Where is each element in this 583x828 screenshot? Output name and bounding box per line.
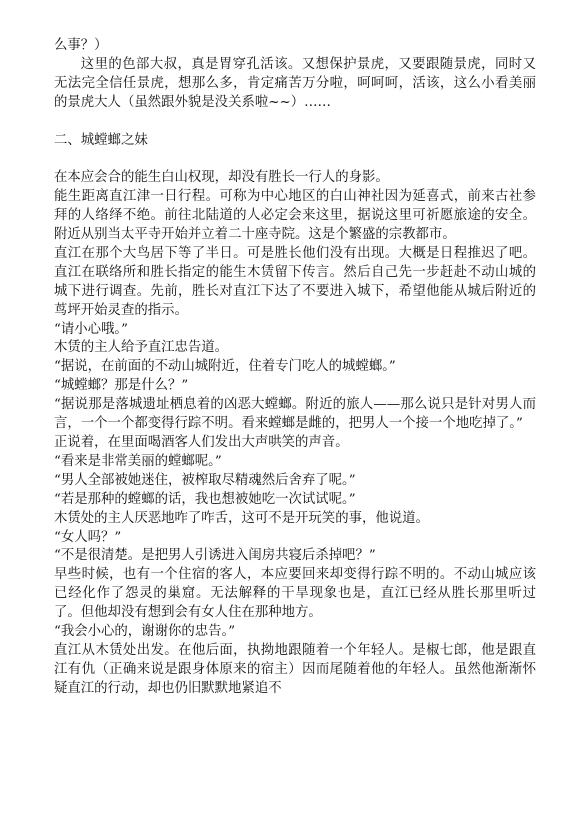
dialogue-line: “男人全部被她迷住，被榨取尽精魂然后舍弃了呢。” [54,472,356,488]
dialogue-line: “城螳螂？那是什么？” [54,378,189,394]
body-paragraph: 能生距离直江津一日行程。可称为中心地区的白山神社因为延喜式，前来古社参拜的人络绎不绝。前往北陆道的人必定会来这里，据说这里可祈愿旅途的安全。附近从别当太平寺开始并立着二十座寺院。这是个繁盛的宗教都市。 [54,189,536,243]
dialogue-line: “看来是非常美丽的螳螂呢。” [54,453,222,469]
dialogue-line: “不是很清楚。是把男人引诱进入闺房共寝后杀掉吧？” [54,548,376,564]
dialogue-line: “请小心哦。” [54,321,128,337]
intro-continuation: 么事？） [54,38,108,53]
body-paragraph: 早些时候，也有一个住宿的客人，本应要回来却变得行踪不明的。不动山城应该已经化作了怨灵的巢窟。无法解释的干旱现象也是，直江已经从胜长那里听过了。但他却没有想到会有女人住在那种地方。 [54,567,536,621]
body-paragraph: 直江在那个大鸟居下等了半日。可是胜长他们没有出现。大概是日程推迟了吧。直江在联络所和胜长指定的能生木赁留下传言。然后自己先一步赶赴不动山城的城下进行调查。先前，胜长对直江下达了不要进入城下，希望他能从城后附近的茑坪开始灵查的指示。 [54,245,536,318]
dialogue-line: “若是那种的螳螂的话，我也想被她吃一次试试呢。” [54,491,356,507]
body-paragraph: 在本应会合的能生白山权现，却没有胜长一行人的身影。 [54,170,389,186]
body-paragraph: 正说着，在里面喝酒客人们发出大声哄笑的声音。 [54,435,349,450]
document-body [54,37,536,699]
dialogue-line: “女人吗？” [54,529,122,545]
dialogue-line: “据说，在前面的不动山城附近，住着专门吃人的城螳螂。” [54,359,396,375]
body-paragraph: 木赁处的主人厌恶地咋了咋舌，这可不是开玩笑的事，他说道。 [54,510,429,526]
section-title: 二、城螳螂之妹 [54,132,148,148]
blank-line [54,150,536,169]
dialogue-line: “据说那是落城遗址栖息着的凶恶大螳螂。附近的旅人——那么说只是针对男人而言，一个一个都变得行踪不明。看来螳螂是雌的，把男人一个接一个地吃掉了。” [54,397,536,432]
body-paragraph: 木赁的主人给予直江忠告道。 [54,340,229,356]
body-paragraph: 直江从木赁处出发。在他后面，执拗地跟随着一个年轻人。是椒七郎，他是跟直江有仇（正确来说是跟身体原来的宿主）因而尾随着他的年轻人。虽然他渐渐怀疑直江的行动，却也仍旧默默地紧追不 [54,642,536,696]
dialogue-line: “我会小心的，谢谢你的忠告。” [54,624,236,640]
intro-paragraph: 这里的色部大叔，真是胃穿孔活该。又想保护景虎，又要跟随景虎，同时又无法完全信任景虎，想那么多，肯定痛苦万分啦，呵呵呵，活该，这么小看美丽的景虎大人（虽然跟外貌是没关系啦~~）…… [54,56,536,110]
blank-line [54,113,536,132]
